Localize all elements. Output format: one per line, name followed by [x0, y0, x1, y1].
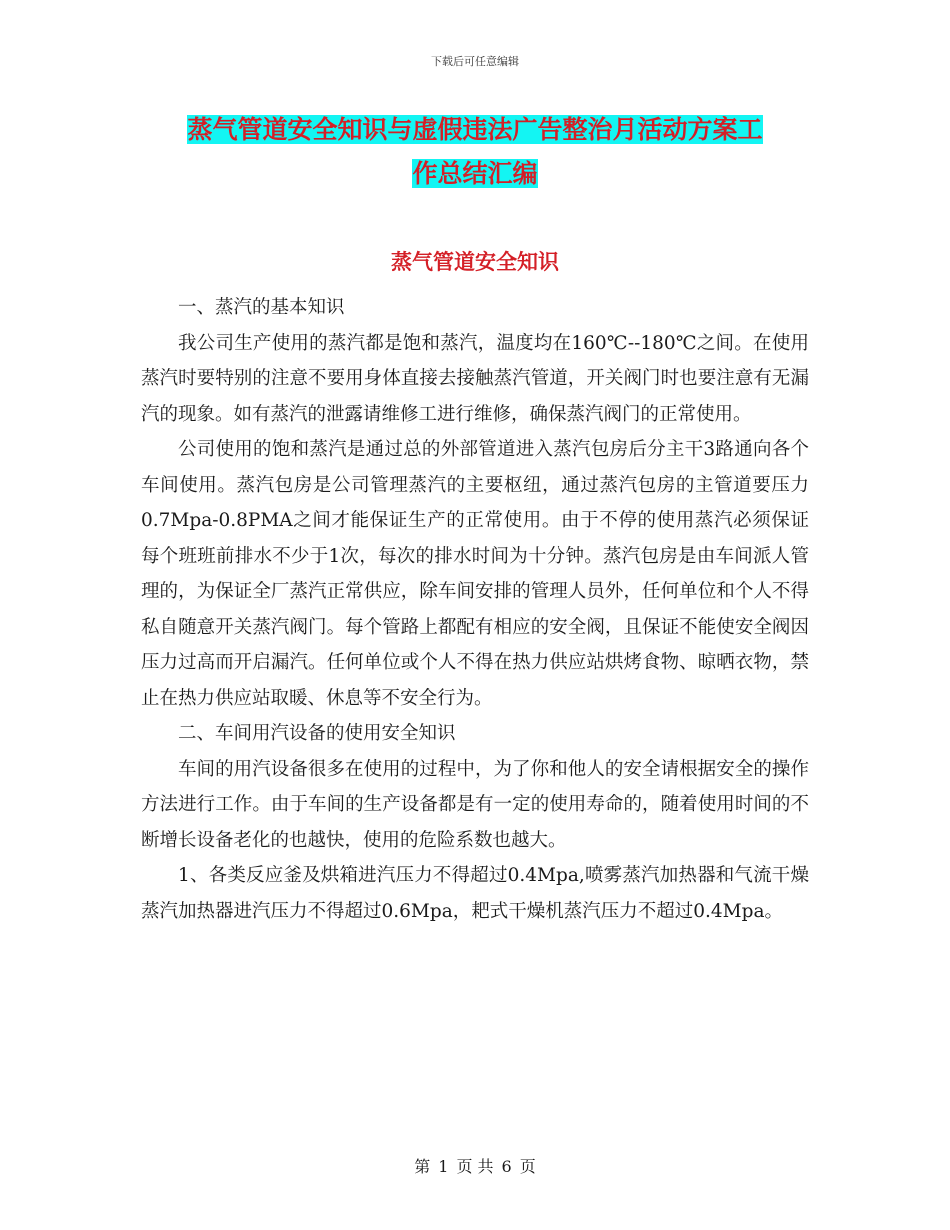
page-label-prefix: 第	[414, 1157, 431, 1176]
page-footer	[0, 1154, 950, 1177]
document-title-line2: 作总结汇编	[412, 159, 538, 188]
paragraph: 1、各类反应釜及烘箱进汽压力不得超过0.4Mpa,喷雾蒸汽加热器和气流干燥蒸汽加热器进汽压力不得超过0.6Mpa，耙式干燥机蒸汽压力不超过0.4Mpa。	[141, 865, 809, 922]
header-note: 下载后可任意编辑	[431, 55, 519, 68]
page-total: 6	[501, 1157, 512, 1176]
page-number: 1	[438, 1157, 449, 1176]
body-content	[141, 290, 809, 929]
section-heading: 蒸气管道安全知识	[391, 250, 559, 274]
paragraph: 公司使用的饱和蒸汽是通过总的外部管道进入蒸汽包房后分主干3路通向各个车间使用。蒸汽包房是公司管理蒸汽的主要枢纽，通过蒸汽包房的主管道要压力0.7Mpa-0.8PMA之间才能保证生产的正常使用。由于不停的使用蒸汽必须保证每个班班前排水不少于1次，每次的排水时间为十分钟。蒸汽包房是由车间派人管理的，为保证全厂蒸汽正常供应，除车间安排的管理人员外，任何单位和个人不得私自随意开关蒸汽阀门。每个管路上都配有相应的安全阀，且保证不能使安全阀因压力过高而开启漏汽。任何单位或个人不得在热力供应站烘烤食物、晾晒衣物，禁止在热力供应站取暖、休息等不安全行为。	[141, 439, 809, 709]
paragraph: 车间的用汽设备很多在使用的过程中，为了你和他人的安全请根据安全的操作方法进行工作。由于车间的生产设备都是有一定的使用寿命的，随着使用时间的不断增长设备老化的也越快，使用的危险系数也越大。	[141, 758, 809, 851]
subheading-basic-knowledge: 一、蒸汽的基本知识	[178, 297, 345, 318]
document-title	[140, 108, 810, 196]
page-label-mid: 页 共	[456, 1157, 494, 1176]
document-title-line1: 蒸气管道安全知识与虚假违法广告整治月活动方案工	[187, 115, 763, 144]
page-label-suffix: 页	[519, 1157, 536, 1176]
paragraph: 我公司生产使用的蒸汽都是饱和蒸汽，温度均在160℃--180℃之间。在使用蒸汽时要特别的注意不要用身体直接去接触蒸汽管道，开关阀门时也要注意有无漏汽的现象。如有蒸汽的泄露请维修工进行维修，确保蒸汽阀门的正常使用。	[141, 332, 809, 425]
subheading-equipment-safety: 二、车间用汽设备的使用安全知识	[178, 723, 456, 744]
